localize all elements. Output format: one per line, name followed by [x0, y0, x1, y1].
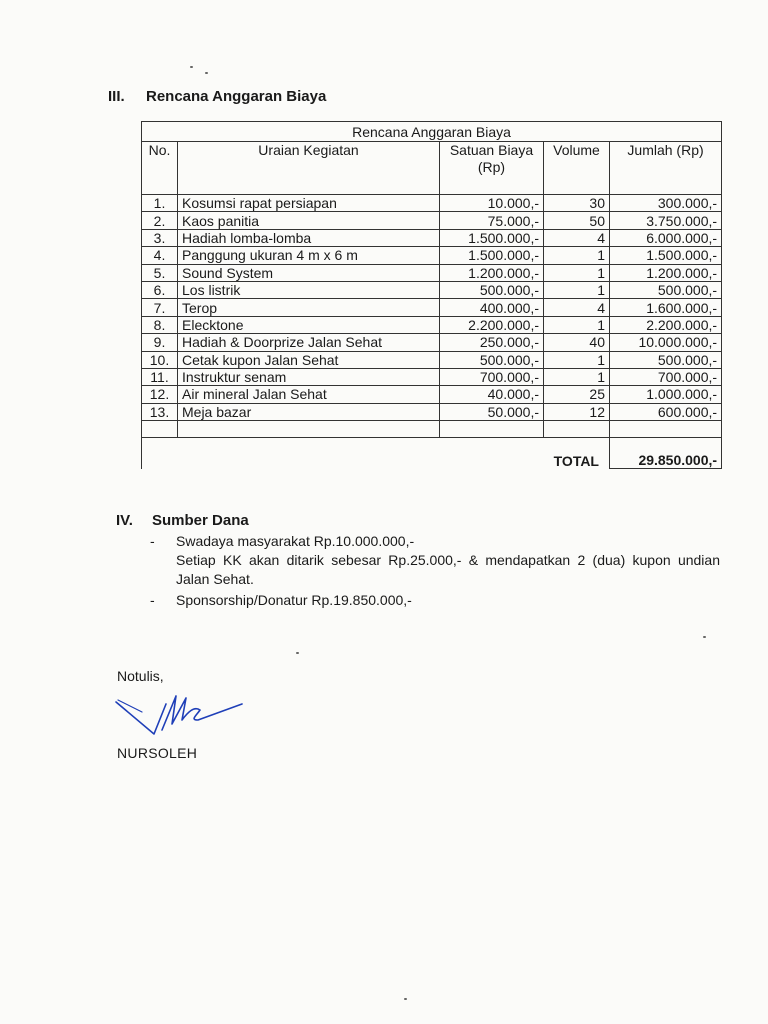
header-satuan: Satuan Biaya (Rp)	[440, 142, 544, 195]
row-uraian: Cetak kupon Jalan Sehat	[178, 351, 440, 368]
section-3-heading	[108, 88, 326, 105]
row-no: 13.	[142, 403, 178, 420]
table-row	[142, 281, 722, 298]
table-row	[142, 247, 722, 264]
row-volume: 12	[544, 403, 610, 420]
row-jumlah: 1.200.000,-	[610, 264, 722, 281]
row-no: 3.	[142, 229, 178, 246]
row-volume: 50	[544, 212, 610, 229]
table-row	[142, 386, 722, 403]
scan-speck	[205, 72, 208, 74]
header-no: No.	[142, 142, 178, 195]
table-caption-row	[142, 122, 722, 142]
section-3-number: III.	[108, 88, 125, 105]
table-caption: Rencana Anggaran Biaya	[142, 122, 722, 142]
row-satuan: 400.000,-	[440, 299, 544, 316]
section-4-heading	[116, 512, 249, 529]
table-row	[142, 264, 722, 281]
section-4-number: IV.	[116, 512, 133, 529]
row-satuan: 1.500.000,-	[440, 229, 544, 246]
row-uraian: Meja bazar	[178, 403, 440, 420]
row-uraian: Kaos panitia	[178, 212, 440, 229]
row-uraian: Kosumsi rapat persiapan	[178, 195, 440, 212]
total-value: 29.850.000,-	[610, 438, 722, 469]
row-volume: 40	[544, 334, 610, 351]
row-uraian: Instruktur senam	[178, 368, 440, 385]
row-satuan: 40.000,-	[440, 386, 544, 403]
row-no: 7.	[142, 299, 178, 316]
total-label: TOTAL	[553, 452, 599, 469]
row-volume: 1	[544, 351, 610, 368]
row-no: 8.	[142, 316, 178, 333]
funding-item-line: Sponsorship/Donatur Rp.19.850.000,-	[176, 592, 412, 608]
total-row	[142, 438, 722, 469]
row-no: 10.	[142, 351, 178, 368]
row-volume: 1	[544, 368, 610, 385]
row-volume: 30	[544, 195, 610, 212]
table-row	[142, 316, 722, 333]
row-volume: 1	[544, 316, 610, 333]
table-header-row	[142, 142, 722, 195]
row-no: 9.	[142, 334, 178, 351]
table-row	[142, 351, 722, 368]
funding-item-line: Swadaya masyarakat Rp.10.000.000,-	[176, 533, 415, 549]
scan-speck	[296, 652, 299, 654]
row-no: 6.	[142, 281, 178, 298]
notulis-label: Notulis,	[117, 668, 164, 684]
row-volume: 4	[544, 229, 610, 246]
table-row	[142, 229, 722, 246]
row-satuan: 50.000,-	[440, 403, 544, 420]
table-row	[142, 368, 722, 385]
row-volume: 4	[544, 299, 610, 316]
list-item	[150, 591, 720, 610]
row-satuan: 75.000,-	[440, 212, 544, 229]
row-uraian: Hadiah & Doorprize Jalan Sehat	[178, 334, 440, 351]
table-blank-row	[142, 421, 722, 438]
row-jumlah: 3.750.000,-	[610, 212, 722, 229]
row-volume: 1	[544, 247, 610, 264]
table-row	[142, 334, 722, 351]
row-no: 4.	[142, 247, 178, 264]
row-satuan: 1.200.000,-	[440, 264, 544, 281]
row-satuan: 700.000,-	[440, 368, 544, 385]
row-uraian: Panggung ukuran 4 m x 6 m	[178, 247, 440, 264]
scan-speck	[190, 66, 193, 68]
row-jumlah: 1.500.000,-	[610, 247, 722, 264]
signature-mark	[114, 690, 254, 750]
row-uraian: Sound System	[178, 264, 440, 281]
row-uraian: Hadiah lomba-lomba	[178, 229, 440, 246]
row-satuan: 250.000,-	[440, 334, 544, 351]
row-satuan: 500.000,-	[440, 281, 544, 298]
row-satuan: 10.000,-	[440, 195, 544, 212]
row-uraian: Air mineral Jalan Sehat	[178, 386, 440, 403]
row-jumlah: 500.000,-	[610, 351, 722, 368]
row-volume: 1	[544, 264, 610, 281]
row-no: 5.	[142, 264, 178, 281]
funding-sources-list	[150, 532, 720, 610]
list-dash: -	[150, 592, 155, 608]
row-jumlah: 300.000,-	[610, 195, 722, 212]
header-volume: Volume	[544, 142, 610, 195]
row-satuan: 500.000,-	[440, 351, 544, 368]
row-jumlah: 2.200.000,-	[610, 316, 722, 333]
row-jumlah: 6.000.000,-	[610, 229, 722, 246]
signer-name: NURSOLEH	[117, 745, 198, 761]
budget-table	[141, 121, 722, 469]
row-satuan: 1.500.000,-	[440, 247, 544, 264]
row-volume: 25	[544, 386, 610, 403]
row-no: 2.	[142, 212, 178, 229]
row-no: 12.	[142, 386, 178, 403]
scan-speck	[703, 636, 706, 638]
header-jumlah: Jumlah (Rp)	[610, 142, 722, 195]
row-no: 11.	[142, 368, 178, 385]
row-jumlah: 1.600.000,-	[610, 299, 722, 316]
row-jumlah: 600.000,-	[610, 403, 722, 420]
header-uraian: Uraian Kegiatan	[178, 142, 440, 195]
scan-speck	[404, 998, 407, 1000]
row-no: 1.	[142, 195, 178, 212]
section-4-title: Sumber Dana	[152, 512, 249, 529]
row-satuan: 2.200.000,-	[440, 316, 544, 333]
row-jumlah: 700.000,-	[610, 368, 722, 385]
row-jumlah: 500.000,-	[610, 281, 722, 298]
row-uraian: Terop	[178, 299, 440, 316]
list-dash: -	[150, 533, 155, 549]
section-3-title: Rencana Anggaran Biaya	[146, 88, 327, 105]
table-row	[142, 403, 722, 420]
table-row	[142, 212, 722, 229]
table-row	[142, 299, 722, 316]
table-row	[142, 195, 722, 212]
row-uraian: Los listrik	[178, 281, 440, 298]
row-jumlah: 1.000.000,-	[610, 386, 722, 403]
row-uraian: Elecktone	[178, 316, 440, 333]
row-volume: 1	[544, 281, 610, 298]
row-jumlah: 10.000.000,-	[610, 334, 722, 351]
funding-item-note: Setiap KK akan ditarik sebesar Rp.25.000,- & mendapatkan 2 (dua) kupon undian Jalan Sehat.	[176, 552, 720, 587]
list-item	[150, 532, 720, 589]
